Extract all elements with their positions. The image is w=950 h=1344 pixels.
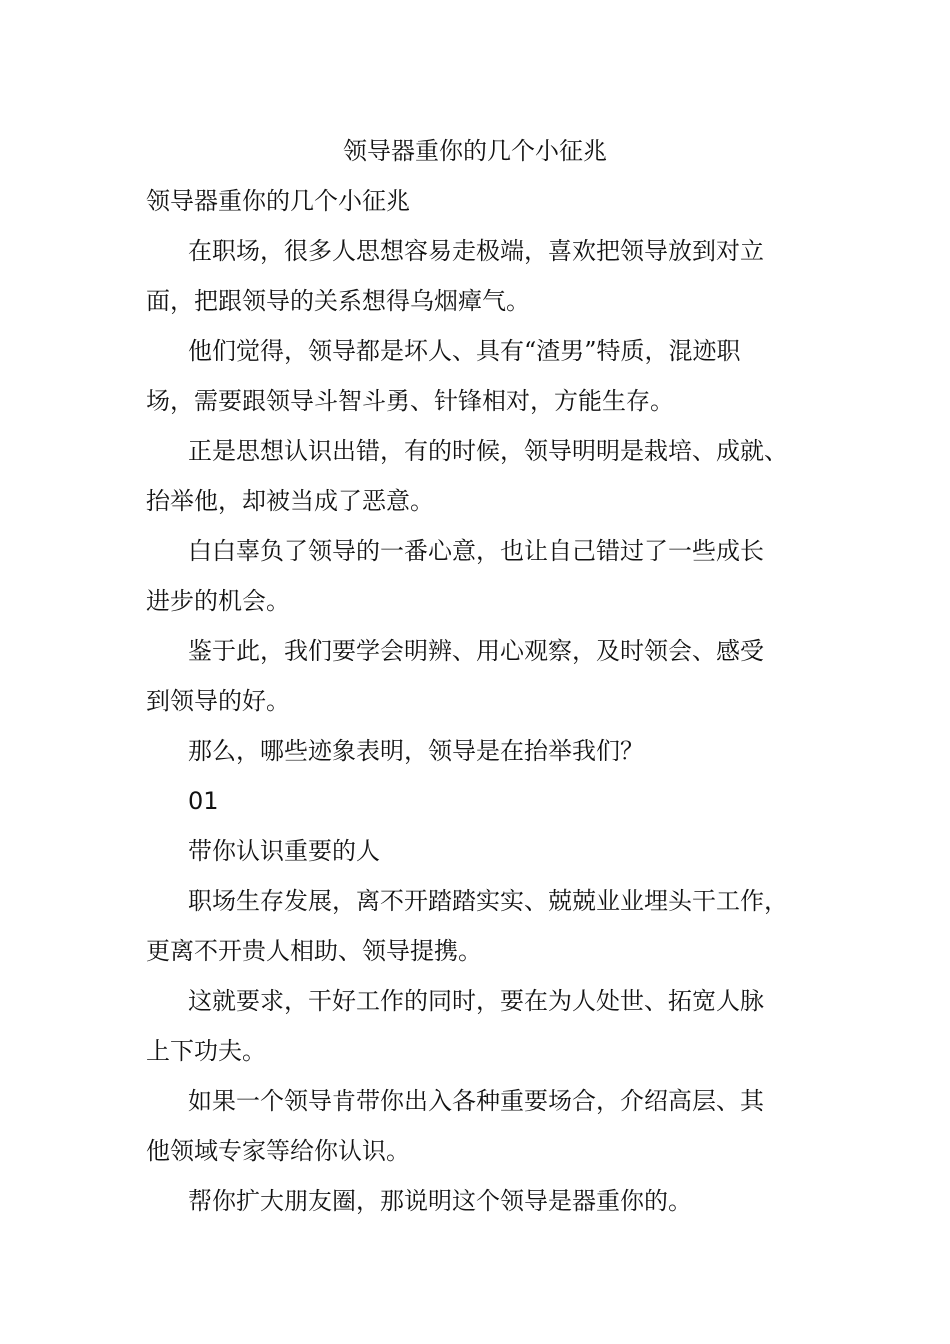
paragraph-line: 进步的机会。 xyxy=(146,587,290,615)
paragraph-line: 那么，哪些迹象表明，领导是在抬举我们？ xyxy=(188,737,644,765)
paragraph-line: 帮你扩大朋友圈，那说明这个领导是器重你的。 xyxy=(188,1187,692,1215)
paragraph-line: 他们觉得，领导都是坏人、具有“渣男”特质，混迹职 xyxy=(188,337,741,365)
paragraph-line: 如果一个领导肯带你出入各种重要场合，介绍高层、其 xyxy=(188,1087,764,1115)
paragraph-line: 在职场，很多人思想容易走极端，喜欢把领导放到对立 xyxy=(188,237,764,265)
paragraph-line: 到领导的好。 xyxy=(146,687,290,715)
paragraph-line: 面，把跟领导的关系想得乌烟瘴气。 xyxy=(146,287,530,315)
section-heading: 带你认识重要的人 xyxy=(188,837,380,865)
paragraph-line: 场，需要跟领导斗智斗勇、针锋相对，方能生存。 xyxy=(146,387,674,415)
paragraph-line: 这就要求，干好工作的同时，要在为人处世、拓宽人脉 xyxy=(188,987,764,1015)
subtitle-line: 领导器重你的几个小征兆 xyxy=(146,187,410,215)
paragraph-line: 上下功夫。 xyxy=(146,1037,266,1065)
section-number: 01 xyxy=(188,787,219,815)
paragraph-line: 正是思想认识出错，有的时候，领导明明是栽培、成就、 xyxy=(188,437,788,465)
paragraph-line: 鉴于此，我们要学会明辨、用心观察，及时领会、感受 xyxy=(188,637,764,665)
paragraph-line: 抬举他，却被当成了恶意。 xyxy=(146,487,434,515)
document-title: 领导器重你的几个小征兆 xyxy=(343,137,607,165)
paragraph-line: 他领域专家等给你认识。 xyxy=(146,1137,410,1165)
paragraph-line: 职场生存发展，离不开踏踏实实、兢兢业业埋头干工作， xyxy=(188,887,788,915)
paragraph-line: 白白辜负了领导的一番心意，也让自己错过了一些成长 xyxy=(188,537,764,565)
paragraph-line: 更离不开贵人相助、领导提携。 xyxy=(146,937,482,965)
